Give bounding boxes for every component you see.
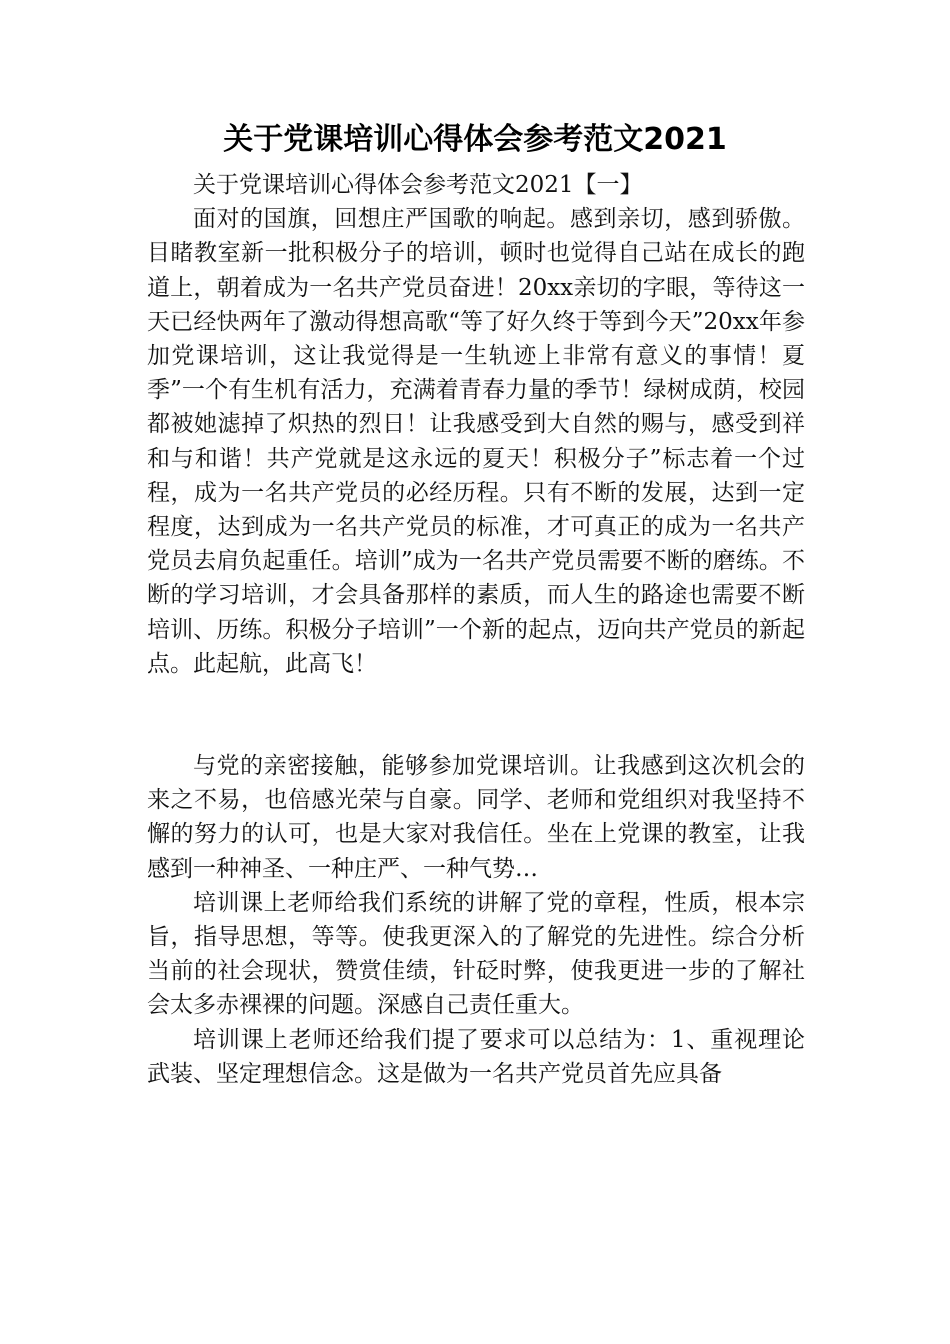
section-heading: 关于党课培训心得体会参考范文2021【一】 — [193, 172, 643, 198]
document-body — [147, 168, 805, 1091]
paragraph-2: 与党的亲密接触，能够参加党课培训。让我感到这次机会的来之不易，也倍感光荣与自豪。同学、老师和党组织对我坚持不懈的努力的认可，也是大家对我信任。坐在上党课的教室，让我感到一种神圣、一种庄严、一种气势… — [147, 753, 805, 882]
paragraph-1: 面对的国旗，回想庄严国歌的响起。感到亲切，感到骄傲。目睹教室新一批积极分子的培训，顿时也觉得自己站在成长的跑道上，朝着成为一名共产党员奋进！20xx亲切的字眼，等待这一天已经快两年了激动得想高歌“等了好久终于等到今天”20xx年参加党课培训，这让我觉得是一生轨迹上非常有意义的事情！夏季”一个有生机有活力，充满着青春力量的季节！绿树成荫，校园都被她滤掉了炽热的烈日！让我感受到大自然的赐与，感受到祥和与和谐！共产党就是这永远的夏天！积极分子”标志着一个过程，成为一名共产党员的必经历程。只有不断的发展，达到一定程度，达到成为一名共产党员的标准，才可真正的成为一名共产党员去肩负起重任。培训”成为一名共产党员需要不断的磨练。不断的学习培训，才会具备那样的素质，而人生的路途也需要不断培训、历练。积极分子培训”一个新的起点，迈向共产党员的新起点。此起航，此高飞！ — [147, 206, 805, 677]
paragraph-3: 培训课上老师给我们系统的讲解了党的章程，性质，根本宗旨，指导思想，等等。使我更深入的了解党的先进性。综合分析当前的社会现状，赞赏佳绩，针砭时弊，使我更进一步的了解社会太多赤裸裸的问题。深感自己责任重大。 — [147, 889, 805, 1019]
paragraph-4: 培训课上老师还给我们提了要求可以总结为：1、重视理论武装、坚定理想信念。这是做为一名共产党员首先应具备 — [147, 1026, 805, 1087]
paragraph-spacer — [147, 681, 805, 749]
document-title: 关于党课培训心得体会参考范文2021 — [223, 122, 727, 157]
